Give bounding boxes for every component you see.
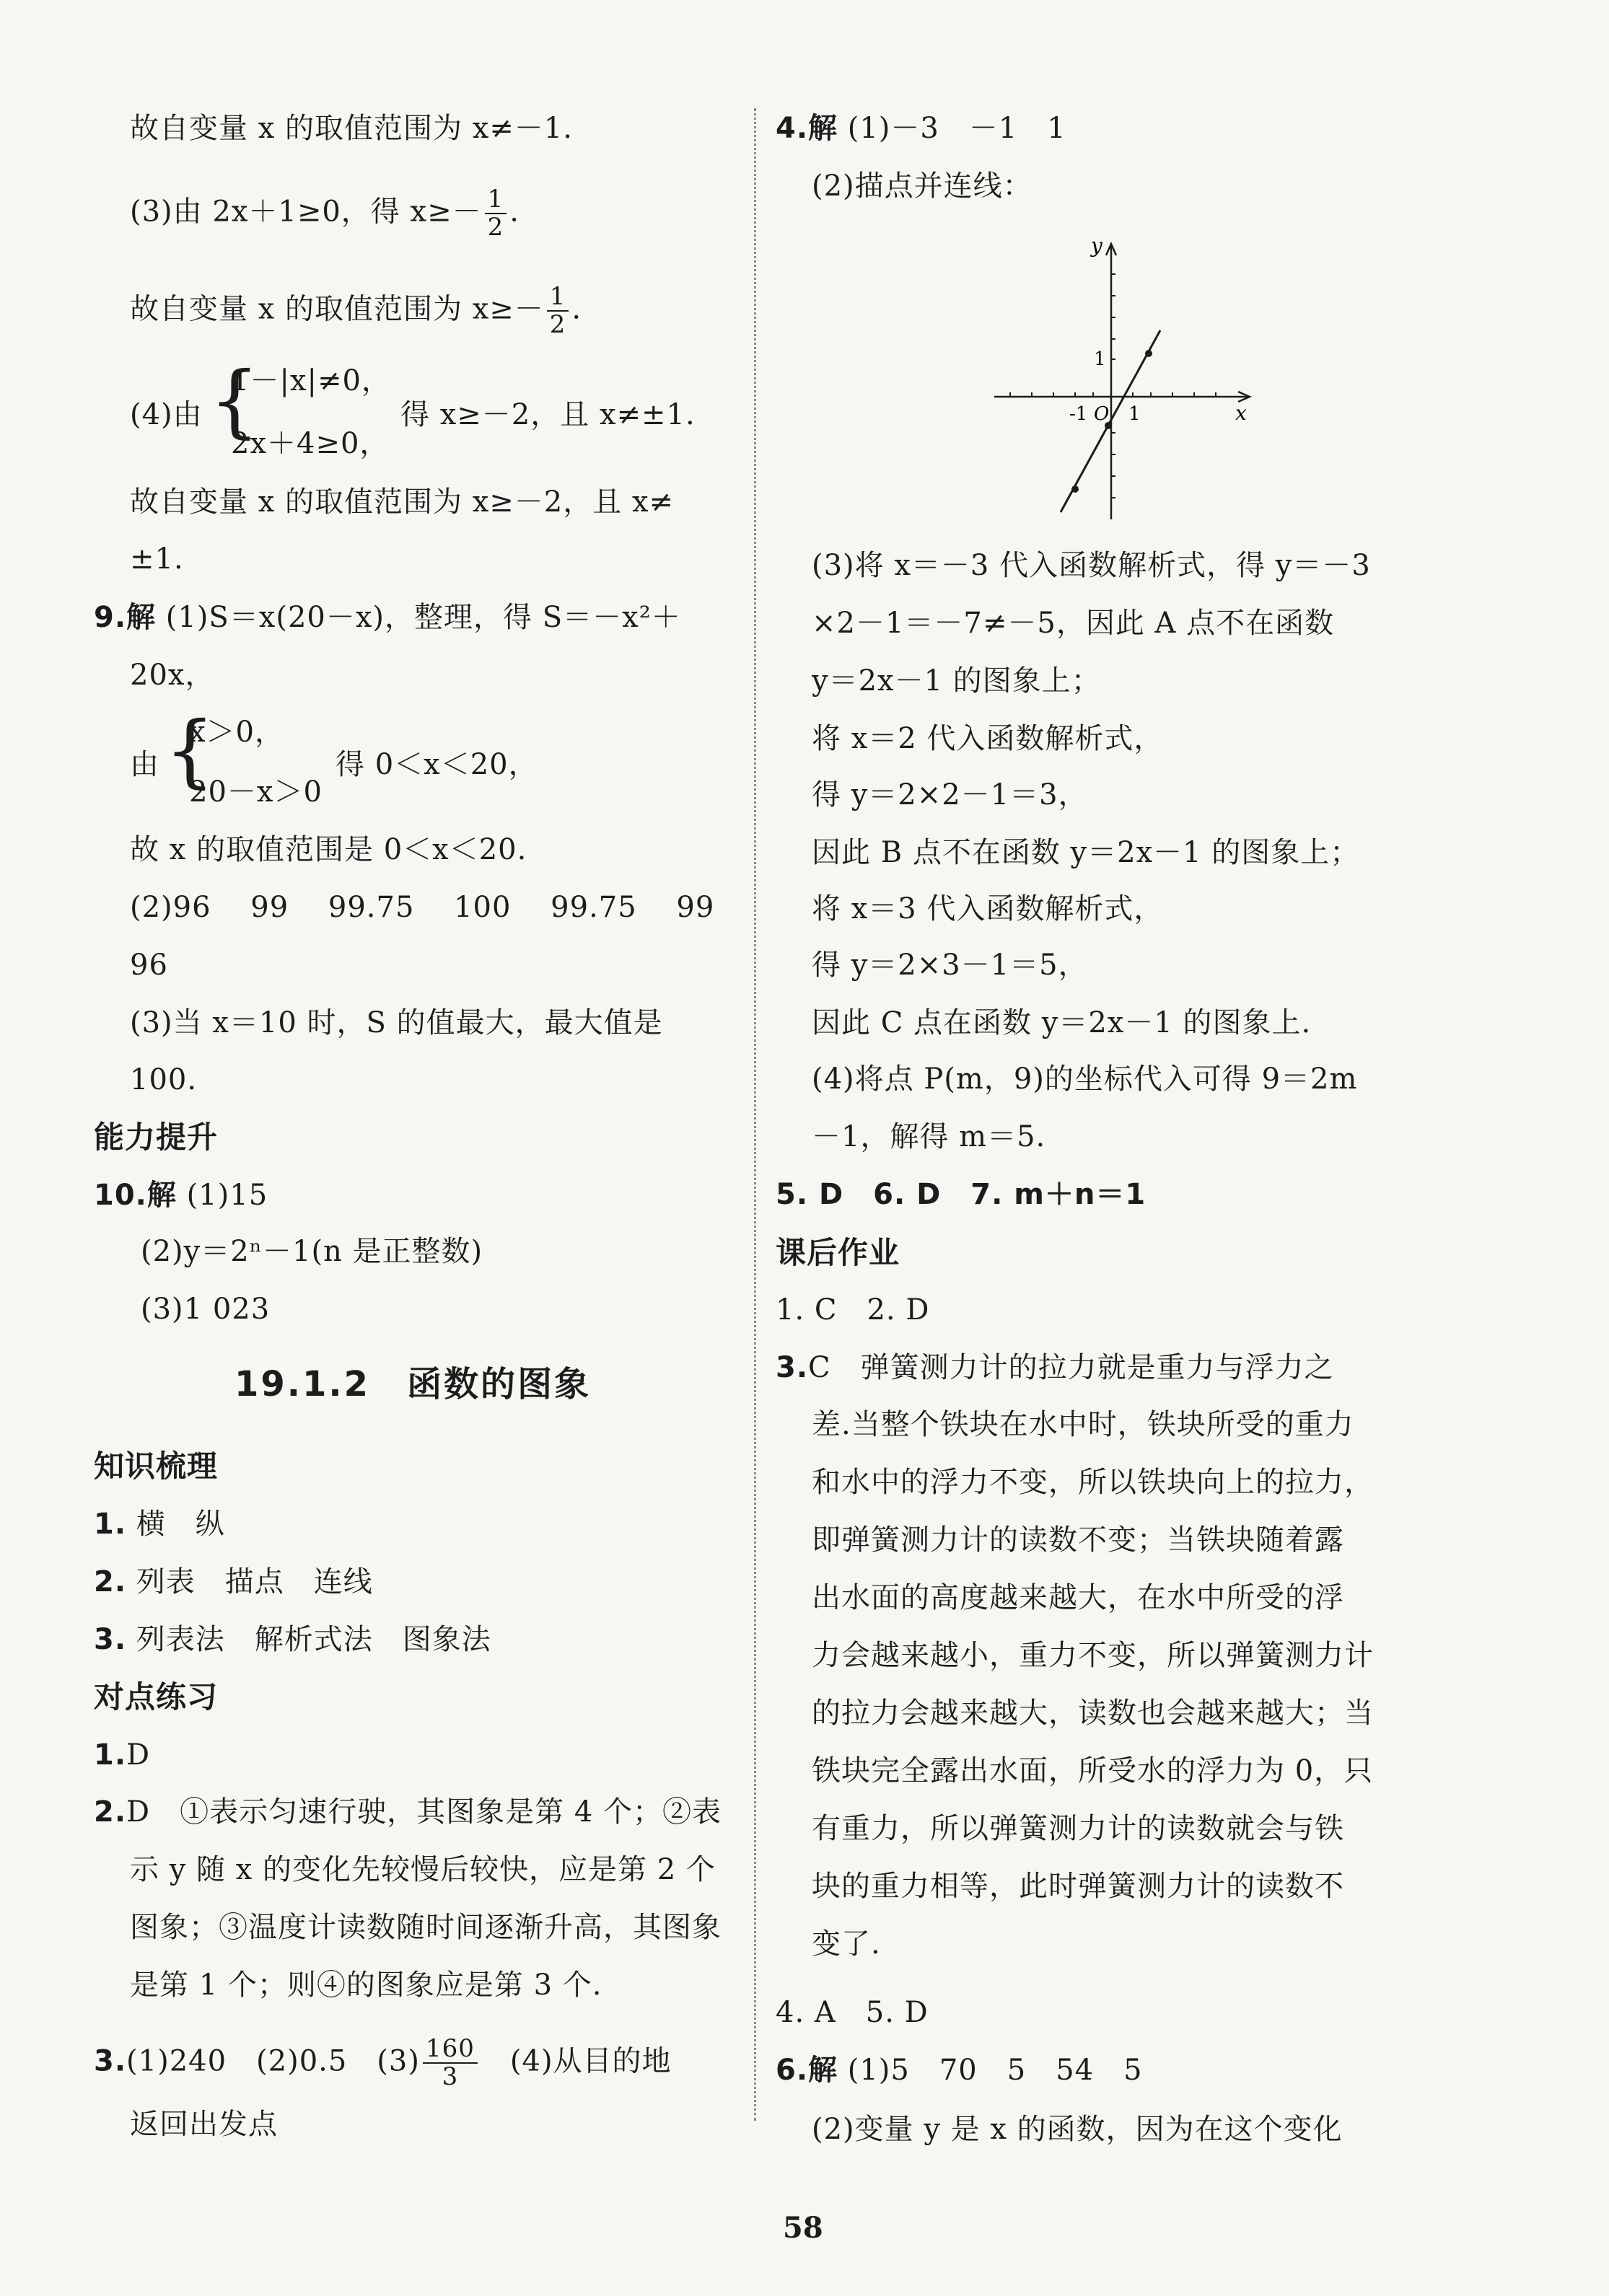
homework-answers-1-2: 1. C 2. D — [776, 1293, 930, 1327]
q10-line2: (2)y＝2ⁿ－1(n 是正整数) — [141, 1235, 483, 1268]
solution-label: 解 — [808, 112, 838, 145]
plotted-point — [1145, 350, 1152, 357]
line-plusminus: ±1. — [130, 542, 184, 576]
text: 故自变量 x 的取值范围为 x≥－ — [130, 292, 544, 326]
h3-line10: 块的重力相等，此时弹簧测力计的读数不 — [812, 1870, 1344, 1903]
q4-line2: (2)描点并连线： — [812, 170, 1033, 203]
h3-line11: 变了. — [812, 1927, 881, 1961]
text: C 弹簧测力计的拉力就是重力与浮力之 — [808, 1351, 1334, 1384]
question-number: 9. — [94, 601, 127, 634]
q4-line10: 得 y＝2×3－1＝5， — [812, 949, 1088, 982]
p-item-1 — [94, 1738, 151, 1772]
text: D ①表示匀速行驶，其图象是第 4 个；②表 — [126, 1795, 722, 1829]
q9-line8: 100. — [130, 1063, 198, 1096]
h3-line4: 即弹簧测力计的读数不变；当铁块随着露 — [812, 1523, 1344, 1557]
solution-label: 解 — [146, 1179, 177, 1212]
item-number: 2. — [94, 1565, 127, 1598]
section-title: 19.1.2 函数的图象 — [234, 1364, 592, 1404]
text: D — [126, 1738, 151, 1772]
fraction-numerator: 1 — [547, 283, 569, 312]
item-number: 3. — [776, 1351, 809, 1384]
q9-line1 — [94, 603, 681, 632]
item-number: 1. — [94, 1738, 127, 1772]
item-number: 2. — [94, 1795, 127, 1829]
q4-line7: 得 y＝2×2－1＝3， — [812, 778, 1088, 811]
function-graph — [988, 231, 1277, 534]
text: (1)240 (2)0.5 (3) — [126, 2044, 420, 2078]
system-brace: { — [165, 704, 215, 796]
q9-sys-eq1: x＞0， — [189, 716, 285, 749]
y-axis-label: y — [1091, 234, 1102, 258]
column-divider — [754, 108, 756, 2121]
q4-line5: y＝2x－1 的图象上； — [812, 664, 1101, 698]
x-axis-label: x — [1235, 401, 1247, 425]
text: (1)5 70 5 54 5 — [847, 2054, 1143, 2087]
line-range-q4: 故自变量 x 的取值范围为 x≥－2，且 x≠ — [130, 485, 675, 519]
h3-line9: 有重力，所以弹簧测力计的读数就会与铁 — [812, 1812, 1344, 1845]
q4-line11: 因此 C 点在函数 y＝2x－1 的图象上. — [812, 1006, 1312, 1039]
h3-line5: 出水面的高度越来越大，在水中所受的浮 — [812, 1581, 1344, 1614]
item-number: 3. — [94, 1623, 127, 1656]
q9-line4: 故 x 的取值范围是 0＜x＜20. — [130, 833, 527, 866]
text: . — [571, 292, 582, 326]
q9-line6: 96 — [130, 949, 168, 982]
q4-line3: (3)将 x＝－3 代入函数解析式，得 y＝－3 — [812, 549, 1371, 582]
line-q4-prefix: (4)由 — [130, 398, 203, 431]
q10-line1 — [94, 1181, 268, 1210]
k-item-3 — [94, 1625, 491, 1654]
text: . — [509, 195, 519, 229]
h6-line1 — [776, 2056, 1143, 2085]
fraction-denominator: 2 — [549, 310, 566, 340]
page-number: 58 — [783, 2211, 823, 2245]
homework-answers-4-5: 4. A 5. D — [776, 1996, 929, 2029]
text: (1)－3 －1 1 — [847, 112, 1066, 145]
answers-5-7: 5. D 6. D 7. m＋n＝1 — [776, 1178, 1147, 1211]
q4-line6: 将 x＝2 代入函数解析式， — [812, 722, 1164, 755]
fraction-denominator: 3 — [442, 2062, 459, 2092]
heading-homework: 课后作业 — [776, 1235, 900, 1270]
plotted-point — [1071, 485, 1079, 493]
p-item-2-line4: 是第 1 个；则④的图象应是第 3 个. — [130, 1969, 602, 2002]
solution-label: 解 — [126, 601, 157, 634]
q4-line1 — [776, 114, 1066, 143]
q9-sys-eq2: 20－x＞0 — [189, 775, 323, 809]
q4-line12: (4)将点 P(m，9)的坐标代入可得 9＝2m — [812, 1063, 1358, 1096]
system-eq2: 2x＋4≥0， — [231, 427, 390, 460]
q9-line7: (3)当 x＝10 时，S 的值最大，最大值是 — [130, 1006, 663, 1039]
q9-sys-prefix: 由 — [130, 748, 159, 781]
question-number: 6. — [776, 2054, 809, 2087]
line-q4-result: 得 x≥－2，且 x≠±1. — [400, 398, 696, 431]
x-tick-label-neg1: -1 — [1069, 403, 1088, 425]
line-range-half — [130, 283, 582, 339]
x-tick-label-1: 1 — [1128, 403, 1141, 425]
text: (4)从目的地 — [480, 2044, 672, 2078]
solution-label: 解 — [808, 2054, 838, 2087]
item-number: 1. — [94, 1508, 127, 1541]
fraction-half — [485, 186, 507, 242]
question-number: 10. — [94, 1179, 147, 1212]
h3-line6: 力会越来越小，重力不变，所以弹簧测力计 — [812, 1639, 1374, 1672]
system-eq1: 1－|x|≠0， — [231, 364, 391, 397]
text: (3)由 2x＋1≥0，得 x≥－ — [130, 195, 482, 229]
text: 横 纵 — [136, 1508, 225, 1541]
fraction-half — [547, 283, 569, 339]
q9-sys-result: 得 0＜x＜20， — [336, 748, 538, 781]
text: (1)15 — [186, 1179, 268, 1212]
q4-line13: －1，解得 m＝5. — [812, 1120, 1046, 1153]
item-number: 3. — [94, 2044, 127, 2078]
h3-line1 — [776, 1353, 1334, 1382]
q10-line3: (3)1 023 — [141, 1293, 271, 1326]
p-item-2-line1 — [94, 1795, 722, 1829]
heading-ability: 能力提升 — [94, 1120, 219, 1155]
q4-line4: ×2－1＝－7≠－5，因此 A 点不在函数 — [812, 607, 1335, 640]
h6-line2: (2)变量 y 是 x 的函数，因为在这个变化 — [812, 2113, 1343, 2146]
h3-line8: 铁块完全露出水面，所受水的浮力为 0，只 — [812, 1754, 1374, 1787]
fraction-160-3 — [423, 2036, 478, 2091]
line-q3-part3 — [130, 186, 519, 242]
text: 列表 描点 连线 — [136, 1565, 373, 1598]
line-range-x-not-neg1: 故自变量 x 的取值范围为 x≠－1. — [130, 112, 573, 145]
fraction-numerator: 160 — [423, 2036, 478, 2064]
fraction-denominator: 2 — [487, 213, 504, 242]
k-item-1 — [94, 1510, 225, 1539]
system-brace: { — [209, 354, 260, 447]
p-item-2-line3: 图象；③温度计读数随时间逐渐升高，其图象 — [130, 1911, 722, 1944]
text: (1)S＝x(20－x)，整理，得 S＝－x²＋ — [165, 601, 681, 634]
p-item-3-line1 — [94, 2036, 672, 2091]
fraction-numerator: 1 — [485, 186, 507, 214]
k-item-2 — [94, 1567, 373, 1596]
p-item-3-line2: 返回出发点 — [130, 2108, 278, 2141]
y-tick-label-1: 1 — [1094, 348, 1106, 370]
h3-line7: 的拉力会越来越大，读数也会越来越大；当 — [812, 1697, 1374, 1730]
h3-line3: 和水中的浮力不变，所以铁块向上的拉力， — [812, 1466, 1374, 1499]
heading-practice: 对点练习 — [94, 1679, 219, 1715]
q9-line5: (2)96 99 99.75 100 99.75 99 — [130, 891, 715, 924]
heading-knowledge: 知识梳理 — [94, 1448, 219, 1484]
origin-label: O — [1094, 403, 1110, 425]
q4-line8: 因此 B 点不在函数 y＝2x－1 的图象上； — [812, 836, 1360, 869]
p-item-2-line2: 示 y 随 x 的变化先较慢后较快，应是第 2 个 — [130, 1853, 716, 1886]
text: 列表法 解析式法 图象法 — [136, 1623, 491, 1656]
question-number: 4. — [776, 112, 809, 145]
q4-line9: 将 x＝3 代入函数解析式， — [812, 892, 1164, 925]
q9-line2: 20x， — [130, 659, 215, 692]
h3-line2: 差.当整个铁块在水中时，铁块所受的重力 — [812, 1408, 1354, 1441]
